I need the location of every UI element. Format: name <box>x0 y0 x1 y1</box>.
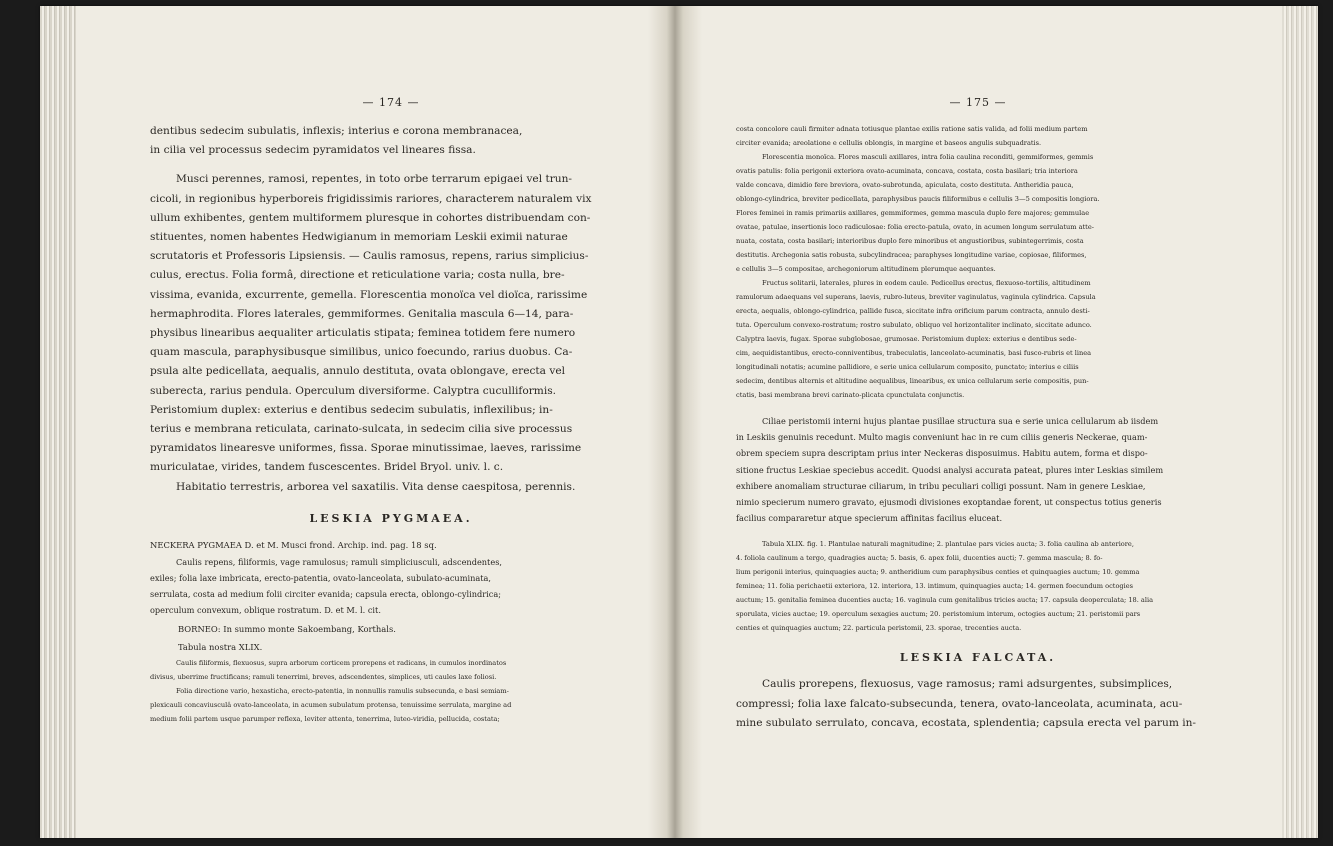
paragraph <box>150 125 632 157</box>
text-line: culus, erectus. Folia formâ, directione et reticulatione varia; costa nulla, bre- <box>150 269 565 282</box>
text-line: nuata, costata, costa basilari; interioribus duplo fere minoribus et angustioribus, subintegerrimis, costa <box>736 237 1084 245</box>
text-line: nimio specierum numero gravato, ejusmodi divisiones exoptandae forent, ut conspectus totius generis <box>736 497 1162 508</box>
text-line: circiter evanida; areolatione e cellulis oblongis, in margine et baseos angulis subquadratis. <box>736 139 1042 147</box>
paragraph <box>736 416 1220 524</box>
text-line: centies et quinquagies auctum; 22. particula peristomii, 23. sporae, trecenties aucta. <box>736 624 1022 633</box>
text-line: sitione fructus Leskiae speciebus accedit. Quodsi analysi accurata pateat, plures inter Leskias similem <box>736 464 1164 475</box>
text-line: e cellulis 3—5 compositae, archegoniorum altitudinem plerumque aequantes. <box>736 265 996 273</box>
text-line: feminea; 11. folia perichaetii exteriora, 12. interiora, 13. intimum, quinquagies aucta; 14. germen foecundum octogies <box>736 582 1134 591</box>
text-line: ramulorum adaequans vel superans, laevis, rubro-luteus, breviter vaginulatus, vaginula cylindrica. Capsula <box>736 293 1096 301</box>
text-line: longitudinali notatis; acumine pallidiore, e serie unica cellularum composito, punctato; interius e ciliis <box>736 363 1079 371</box>
paragraph <box>150 173 632 493</box>
text-line: hermaphrodita. Flores laterales, gemmiformes. Genitalia mascula 6—14, para- <box>150 307 574 320</box>
text-line: ovatis patulis: folia perigonii exteriora ovato-acuminata, concava, costata, costa basilari; tria interiora <box>736 167 1078 175</box>
text-line: compressi; folia laxe falcato-subsecunda, tenera, ovato-lanceolata, acuminata, acu- <box>736 697 1183 710</box>
text-line: dentibus sedecim subulatis, inflexis; interius e corona membranacea, <box>150 125 523 137</box>
text-line: lium perigonii interius, quinquagies aucta; 9. antheridium cum paraphysibus centies et quinquagies auctum; 10. gemma <box>736 568 1140 577</box>
text-line: exhibere anomaliam structurae ciliarum, in tribu peculiari colligi possunt. Nam in genere Leskiae, <box>736 480 1146 491</box>
diagnosis <box>150 557 632 617</box>
text-line: cim, aequidistantibus, erecto-conniventibus, trabeculatis, lanceolato-acuminatis, basi fusco-rubris et linea <box>736 349 1092 357</box>
description <box>736 125 1220 400</box>
text-line: Musci perennes, ramosi, repentes, in toto orbe terrarum epigaei vel trun- <box>176 173 572 186</box>
text-line: serrulata, costa ad medium folii circiter evanida; capsula erecta, oblongo-cylindrica; <box>150 589 501 600</box>
text-line: valde concava, dimidio fere breviora, ovato-subrotunda, apiculata, costo destituta. Antheridia pauca, <box>736 181 1074 189</box>
text-line: Folia directione vario, hexasticha, erecto-patentia, in nonnullis ramulis subsecunda, e basi semiam- <box>176 686 509 695</box>
text-line: terius e membrana reticulata, carinato-sulcata, in sedecim cilia sive processus <box>150 423 573 436</box>
text-line: facilius compararetur atque specierum affinitas facilius eluceat. <box>736 513 1003 524</box>
text-line: divisus, uberrime fructificans; ramuli tenerrimi, breves, adscendentes, simplices, uti caules laxe foliosi. <box>150 672 497 681</box>
text-line: Ciliae peristomii interni hujus plantae pusillae structura sua e serie unica cellularum ab iisdem <box>762 416 1159 426</box>
text-line: physibus linearibus aequaliter articulatis stipata; feminea totidem fere numero <box>150 327 576 340</box>
text-line: ullum exhibentes, gentem multiformem pluresque in cohortes distribuendam con- <box>150 211 591 224</box>
left-page-edges <box>40 6 76 838</box>
right-page <box>736 96 1220 736</box>
book-gutter <box>648 6 702 838</box>
text-line: scrutatoris et Professoris Lipsiensis. — Caulis ramosus, repens, rarius simplicius- <box>150 250 589 263</box>
text-line: destitutis. Archegonia satis robusta, subcylindracea; paraphyses longitudine variae, copiosae, filiformes, <box>736 251 1087 259</box>
text-line: operculum convexum, oblique rostratum. D. et M. l. cit. <box>150 605 381 616</box>
text-line: Fructus solitarii, laterales, plures in eodem caule. Pedicellus erectus, flexuoso-tortilis, altitudinem <box>762 279 1091 287</box>
text-line: medium folii partem usque parumper reflexa, leviter attenta, tenerrima, luteo-viridia, pellucida, costata; <box>150 714 500 723</box>
text-line: Calyptra laevis, fugax. Sporae subglobosae, grumosae. Peristomium duplex: exterius e dentibus sede- <box>736 335 1077 343</box>
text-line: muriculatae, virides, tandem fuscescentes. Bridel Bryol. univ. l. c. <box>150 461 504 474</box>
text-line: Peristomium duplex: exterius e dentibus sedecim subulatis, inflexilibus; in- <box>150 403 553 416</box>
text-line: mine subulato serrulato, concava, ecostata, splendentia; capsula erecta vel parum in- <box>736 716 1197 729</box>
text-line: Tabula XLIX. fig. 1. Plantulae naturali magnitudine; 2. plantulae pars vicies aucta; 3. folia caulina ab anteriore, <box>762 540 1134 549</box>
text-line: pyramidatos linearesve uniformes, fissa. Sporae minutissimae, laeves, rarissime <box>150 442 582 455</box>
description <box>150 659 632 724</box>
left-page <box>150 96 632 730</box>
text-line: 4. foliola caulinum a tergo, quadragies aucta; 5. basis, 6. apex folii, ducenties aucti; 7. gemma mascula; 8. fo- <box>736 554 1103 563</box>
text-line: quam mascula, paraphysibusque similibus, unico foecundo, rarius duobus. Ca- <box>150 346 573 359</box>
text-line: Florescentia monoïca. Flores masculi axillares, intra folia caulina reconditi, gemmiformes, gemmis <box>762 153 1094 161</box>
locality-reference: BORNEO: In summo monte Sakoembang, Korthals. <box>178 623 396 634</box>
diagnosis <box>736 678 1220 730</box>
text-line: ctatis, basi membrana brevi carinato-plicata cpunctulata conjunctis. <box>736 391 965 399</box>
text-line: sporulata, vicies auctae; 19. operculum sexagies auctum; 20. peristomium interum, octogies auctum; 21. peristomii pars <box>736 610 1141 619</box>
plate-caption <box>736 540 1220 633</box>
section-heading: LESKIA PYGMAEA. <box>309 511 473 525</box>
text-line: Flores feminei in ramis primariis axillares, gemmiformes, gemma mascula duplo fere majores; gemmulae <box>736 209 1090 217</box>
synonym-reference: NECKERA PYGMAEA D. et M. Musci frond. Archip. ind. pag. 18 sq. <box>150 539 437 550</box>
text-line: Caulis filiformis, flexuosus, supra arborum corticem prorepens et radicans, in cumulos inordinatos <box>176 658 507 667</box>
page-number: — 174 — <box>362 96 420 109</box>
text-line: sedecim, dentibus alternis et altitudine aequalibus, linearibus, ex unica cellularum serie compositis, pun- <box>736 377 1089 385</box>
text-line: plexicauli concaviusculâ ovato-lanceolata, in acumen subulatum protensa, tenuissime serrulata, margine ad <box>150 700 512 709</box>
text-line: Caulis repens, filiformis, vage ramulosus; ramuli simpliciusculi, adscendentes, <box>176 556 503 567</box>
text-line: Habitatio terrestris, arborea vel saxatilis. Vita dense caespitosa, perennis. <box>176 480 576 493</box>
text-line: obrem speciem supra descriptam prius inter Neckeras disposuimus. Habitu autem, forma et dispo- <box>736 448 1148 459</box>
text-line: oblongo-cylindrica, breviter pedicellata, paraphysibus paucis filiformibus e cellulis 3—5 compositis longiora. <box>736 195 1100 203</box>
page-number: — 175 — <box>949 96 1007 109</box>
text-line: in cilia vel processus sedecim pyramidatos vel lineares fissa. <box>150 144 476 157</box>
text-line: ovatae, patulae, insertionis loco radiculosae: folia erecto-patula, ovato, in acumen longum serrulatum atte- <box>736 223 1094 231</box>
text-line: suberecta, rarius pendula. Operculum diversiforme. Calyptra cuculliformis. <box>150 384 557 397</box>
text-line: vissima, evanida, excurrente, gemella. Florescentia monoïca vel dioïca, rarissime <box>150 288 588 301</box>
text-line: stituentes, nomen habentes Hedwigianum in memoriam Leskii eximii naturae <box>150 231 568 244</box>
text-line: erecta, aequalis, oblongo-cylindrica, pallide fusca, siccitate infra orificium parum contracta, annulo desti- <box>736 307 1090 315</box>
text-line: psula alte pedicellata, aequalis, annulo destituta, ovata oblongave, erecta vel <box>150 365 565 378</box>
section-heading: LESKIA FALCATA. <box>899 651 1057 665</box>
text-line: exiles; folia laxe imbricata, erecto-patentia, ovato-lanceolata, subulato-acuminata, <box>150 573 492 584</box>
text-line: in Leskiis genuinis recedunt. Multo magis conveniunt hac in re cum ciliis generis Neckerae, quam- <box>736 432 1148 443</box>
text-line: tuta. Operculum convexo-rostratum; rostro subulato, obliquo vel horizontaliter inclinato, siccitate adunco. <box>736 321 1092 329</box>
text-line: cicoli, in regionibus hyperboreis frigidissimis rariores, characterem naturalem vix <box>150 192 592 205</box>
text-line: costa concolore cauli firmiter adnata totiusque plantae exilis ratione satis valida, ad folii medium partem <box>736 125 1088 133</box>
text-line: Caulis prorepens, flexuosus, vage ramosus; rami adsurgentes, subsimplices, <box>762 678 1173 691</box>
plate-reference: Tabula nostra XLIX. <box>178 641 263 652</box>
text-line: auctum; 15. genitalia feminea ducenties aucta; 16. vaginula cum genitalibus tricies aucta; 17. capsula deoperculata; 18. alia <box>736 596 1153 605</box>
right-page-edges <box>1282 6 1318 838</box>
